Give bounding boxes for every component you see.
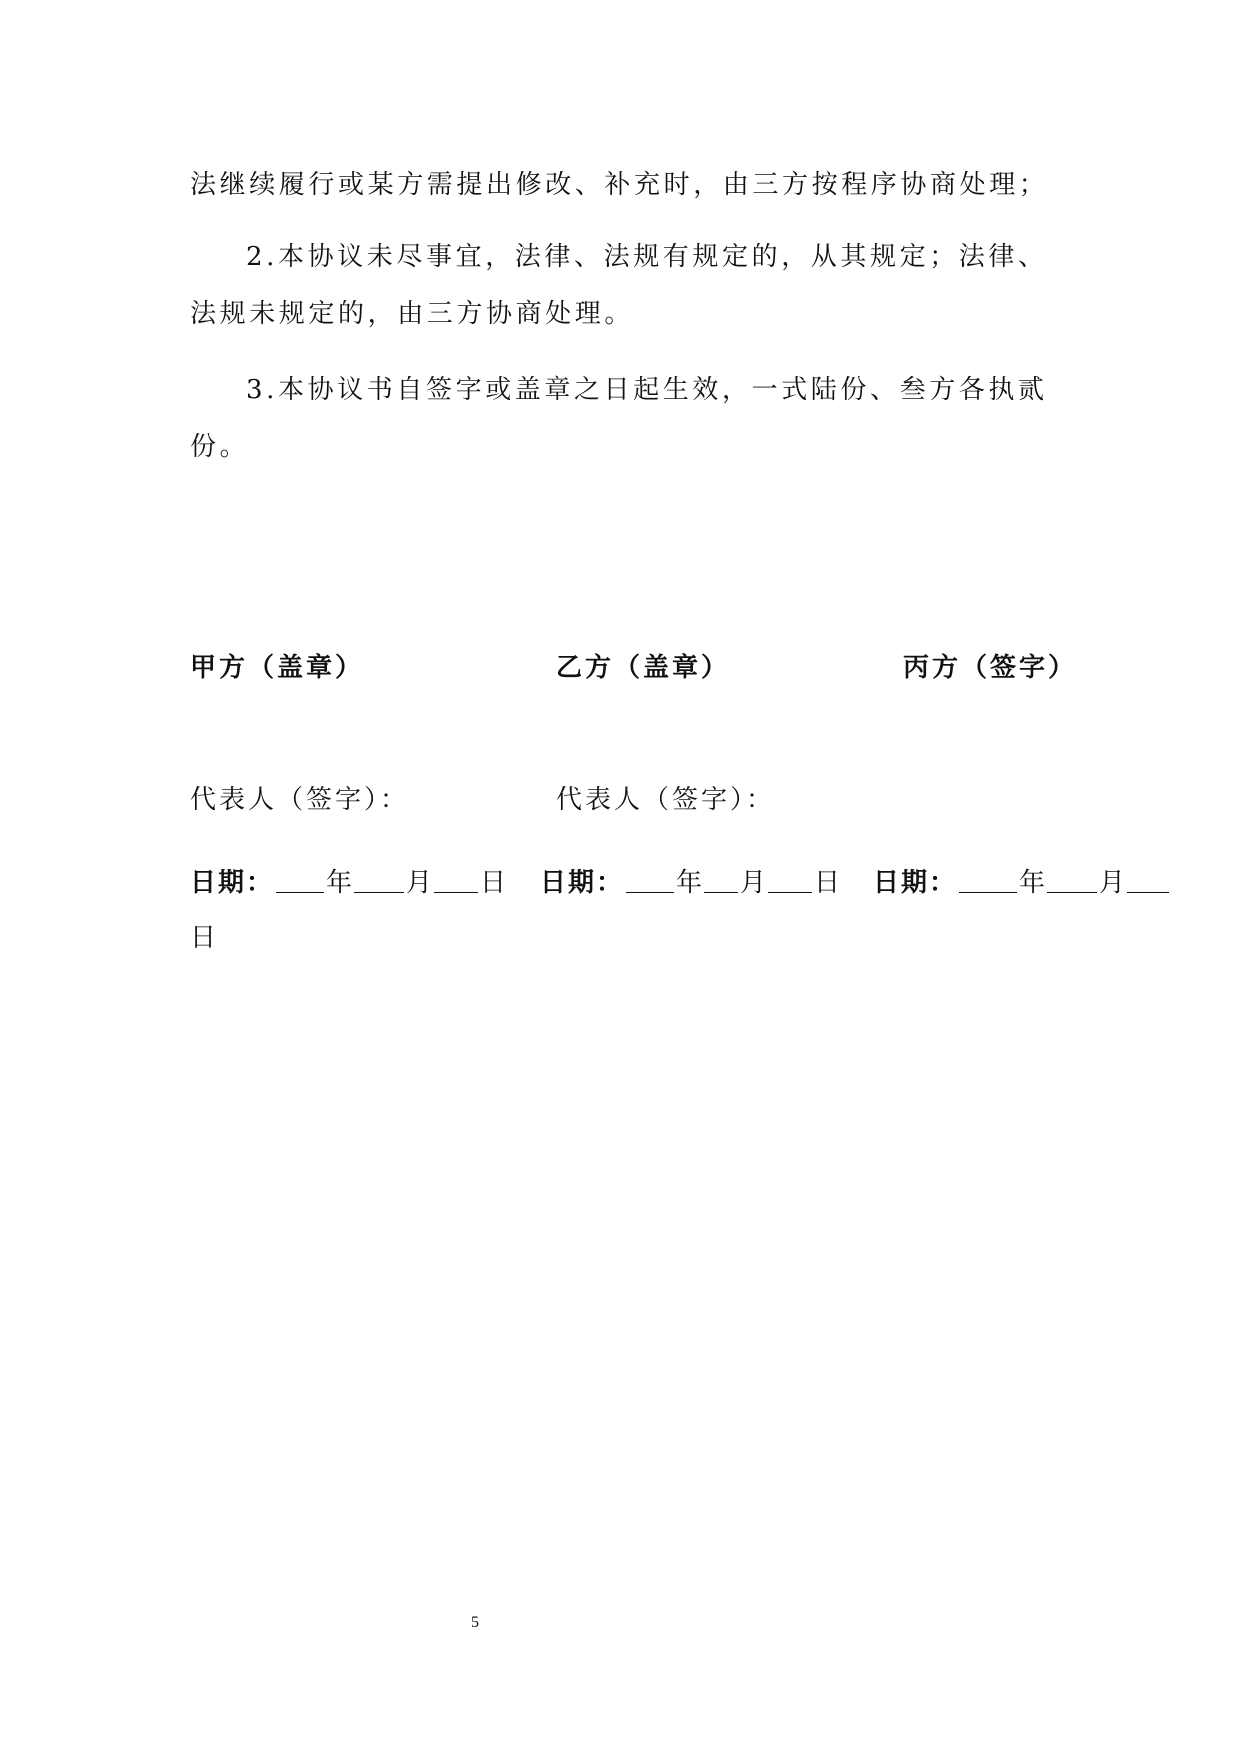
year-blank[interactable]: [959, 866, 1017, 893]
year-unit: 年: [1019, 868, 1046, 898]
year-unit: 年: [326, 868, 353, 898]
date-label: 日期：: [540, 868, 625, 898]
date-label: 日期：: [873, 868, 958, 898]
party-a-date: [190, 864, 506, 900]
day-blank[interactable]: [434, 866, 478, 893]
clause-3-line-1: 3.本协议书自签字或盖章之日起生效，一式陆份、叁方各执贰: [246, 375, 1048, 405]
day-blank[interactable]: [768, 866, 812, 893]
clause-2-line-2: 法规未规定的，由三方协商处理。: [190, 299, 635, 329]
month-blank[interactable]: [1047, 866, 1097, 893]
month-unit: 月: [1099, 868, 1126, 898]
year-blank[interactable]: [276, 866, 324, 893]
date-label: 日期：: [190, 868, 275, 898]
paragraph-continuation: 法继续履行或某方需提出修改、补充时，由三方按程序协商处理；: [190, 170, 1049, 200]
month-unit: 月: [406, 868, 433, 898]
clause-2-line-1: 2.本协议未尽事宜，法律、法规有规定的，从其规定；法律、: [246, 242, 1048, 272]
month-unit: 月: [740, 868, 767, 898]
party-a-seal-label: 甲方（盖章）: [190, 653, 365, 683]
month-blank[interactable]: [704, 866, 738, 893]
month-blank[interactable]: [354, 866, 404, 893]
day-blank[interactable]: [1127, 866, 1169, 893]
party-b-representative-label: 代表人（签字）：: [556, 785, 776, 815]
clause-3-line-2: 份。: [190, 432, 250, 462]
year-blank[interactable]: [626, 866, 674, 893]
day-unit: 日: [480, 868, 507, 898]
party-a-representative-label: 代表人（签字）：: [190, 785, 410, 815]
party-c-date: [873, 864, 1171, 900]
day-unit: 日: [814, 868, 841, 898]
party-c-signature-label: 丙方（签字）: [903, 653, 1078, 683]
page-number: 5: [471, 1614, 479, 1631]
party-c-day-unit-wrapped: 日: [190, 923, 220, 953]
year-unit: 年: [676, 868, 703, 898]
party-b-date: [540, 864, 840, 900]
party-b-seal-label: 乙方（盖章）: [556, 653, 731, 683]
